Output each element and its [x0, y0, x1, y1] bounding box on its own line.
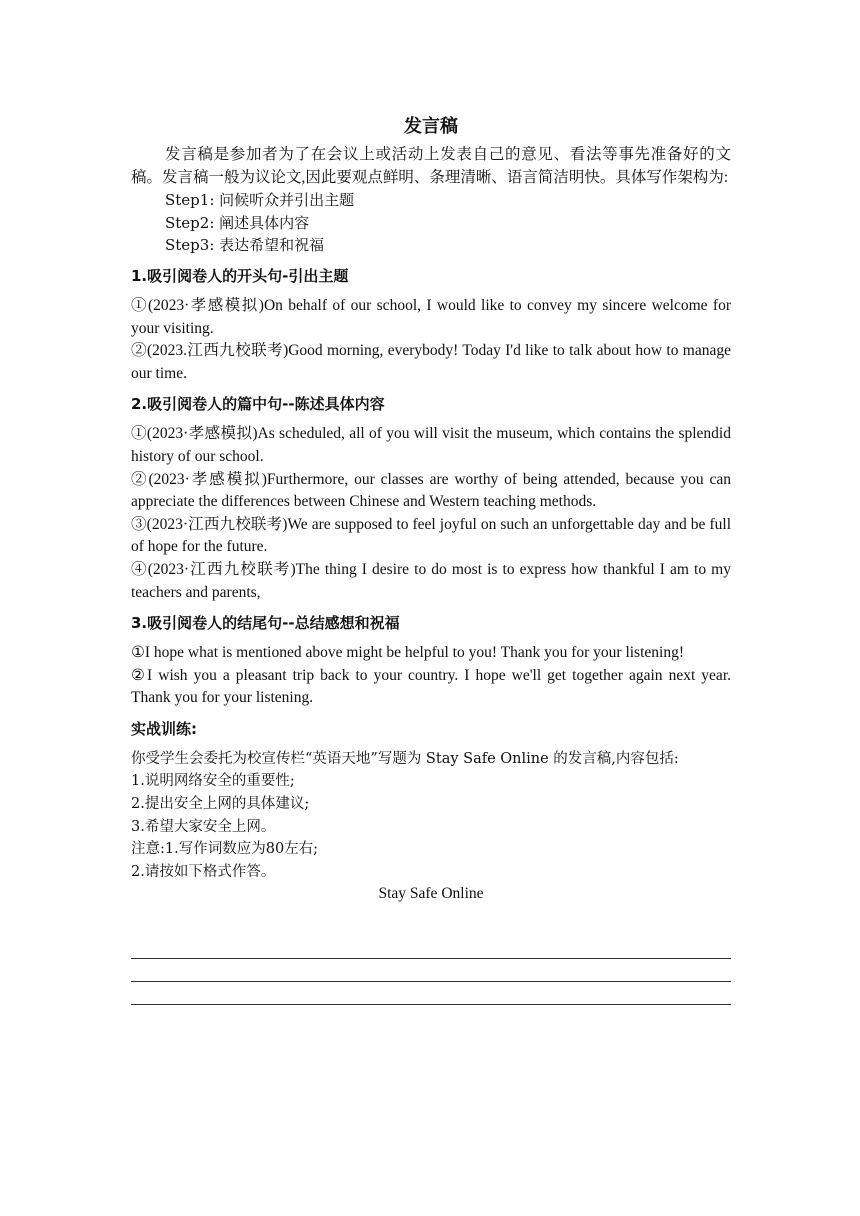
example-sentence: ②I wish you a pleasant trip back to your country. I hope we'll get together again next year. Thank you for your listening. — [131, 666, 731, 707]
task-text: 2.提出安全上网的具体建议; — [131, 796, 310, 813]
section-heading: 3.吸引阅卷人的结尾句--总结感想和祝福 — [131, 614, 400, 633]
answer-line[interactable] — [131, 982, 731, 1005]
answer-line[interactable] — [131, 936, 731, 959]
section-heading: 1.吸引阅卷人的开头句-引出主题 — [131, 266, 349, 285]
task-text: 1.说明网络安全的重要性; — [131, 773, 295, 790]
practice-heading: 实战训练: — [131, 719, 197, 738]
example-sentence: ③(2023·江西九校联考)We are supposed to feel joyful on such an unforgettable day and be full of hope for the future. — [131, 515, 731, 556]
example-sentence: ④(2023·江西九校联考)The thing I desire to do most is to express how thankful I am to my teachers and parents, — [131, 560, 731, 601]
task-text: 3.希望大家安全上网。 — [131, 818, 276, 835]
intro-paragraph: 发言稿是参加者为了在会议上或活动上发表自己的意见、看法等事先准备好的文稿。发言稿一般为议论文,因此要观点鲜明、条理清晰、语言简洁明快。具体写作架构为: — [131, 146, 731, 186]
example-sentence: ②(2023.江西九校联考)Good morning, everybody! Today I'd like to talk about how to manage our time. — [131, 342, 731, 382]
task-text: 你受学生会委托为校宣传栏“英语天地”写题为 Stay Safe Online 的发言稿,内容包括: — [131, 750, 679, 767]
section-body — [131, 393, 731, 604]
section-opening — [131, 265, 731, 385]
section-heading: 2.吸引阅卷人的篇中句--陈述具体内容 — [131, 395, 385, 414]
step-item: Step2: 阐述具体内容 — [165, 213, 310, 232]
example-sentence: ①(2023·孝感模拟)On behalf of our school, I would like to convey my sincere welcome for your visiting. — [131, 296, 731, 337]
step-list — [131, 189, 731, 257]
page-title: 发言稿 — [404, 116, 458, 137]
example-sentence: ②(2023·孝感模拟)Furthermore, our classes are worthy of being attended, because you can appreciate the differences between Chinese and Western teaching methods. — [131, 470, 731, 511]
essay-title: Stay Safe Online — [378, 885, 484, 903]
step-item: Step3: 表达希望和祝福 — [165, 236, 325, 255]
practice-section — [131, 718, 731, 1005]
section-closing — [131, 612, 731, 710]
example-sentence: ①(2023·孝感模拟)As scheduled, all of you will visit the museum, which contains the splendid history of our school. — [131, 425, 731, 465]
example-sentence: ①I hope what is mentioned above might be helpful to you! Thank you for your listening! — [131, 644, 684, 662]
task-text: 2.请按如下格式作答。 — [131, 863, 276, 880]
task-text: 注意:1.写作词数应为80左右; — [131, 841, 319, 858]
answer-line[interactable] — [131, 959, 731, 982]
answer-lines — [131, 936, 731, 1005]
step-item: Step1: 问候听众并引出主题 — [165, 191, 355, 210]
document-page — [131, 114, 731, 1005]
